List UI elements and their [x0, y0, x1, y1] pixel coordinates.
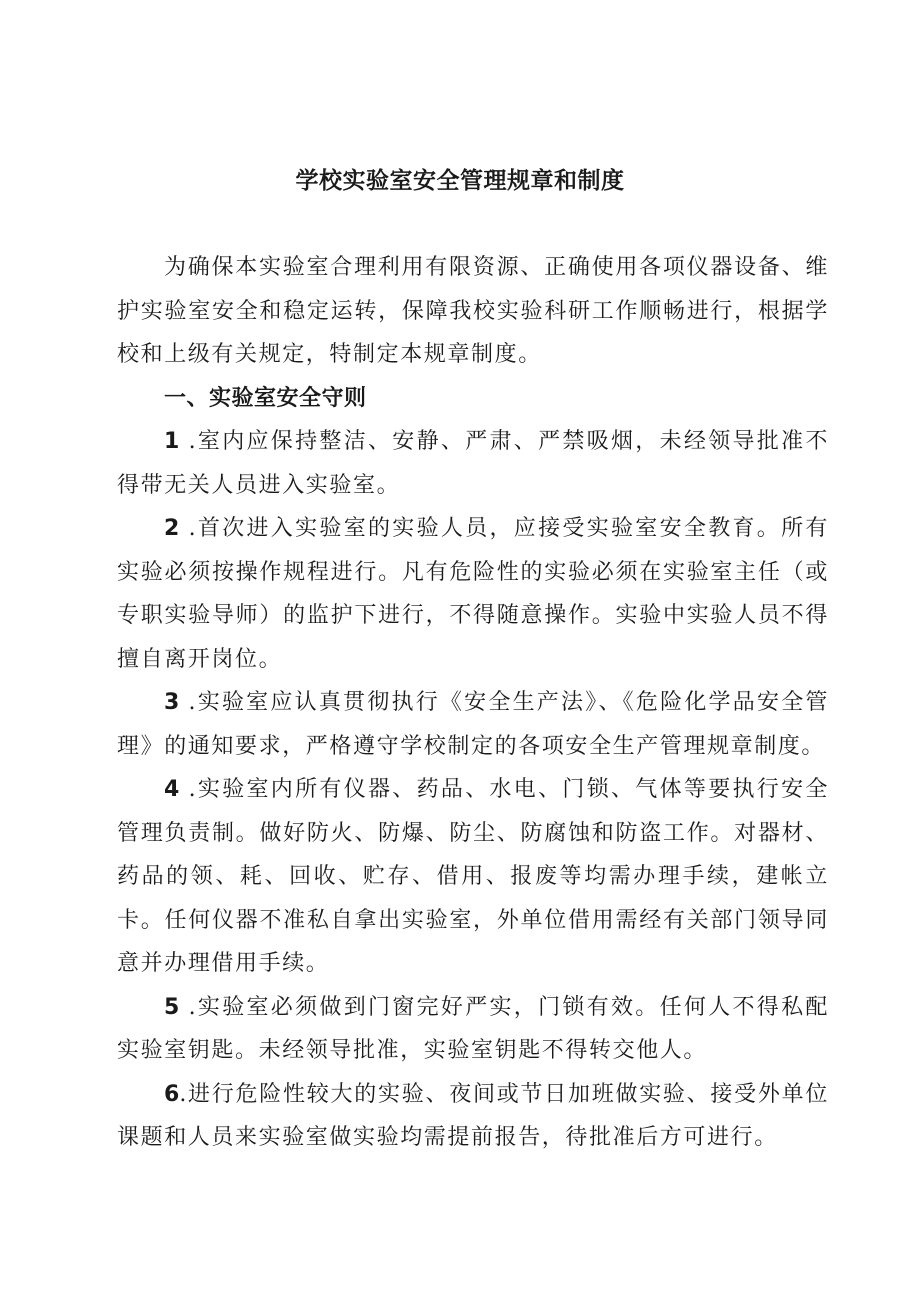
rule-number: 1 [164, 429, 180, 454]
rule-text: 实验室必须做到门窗完好严实，门锁有效。任何人不得私配实验室钥匙。未经领导批准，实验室钥匙不得转交他人。 [117, 994, 829, 1063]
rule-separator: . [179, 1081, 188, 1107]
rule-separator: . [179, 516, 198, 541]
rule-text: 首次进入实验室的实验人员，应接受实验室安全教育。所有实验必须按操作规程进行。凡有危险性的实验必须在实验室主任（或专职实验导师）的监护下进行，不得随意操作。实验中实验人员不得擅自离开岗位。 [117, 516, 829, 672]
document-title: 学校实验室安全管理规章和制度 [295, 168, 625, 194]
section-heading-safety-rules: 一、实验室安全守则 [164, 385, 367, 411]
rule-separator: . [179, 994, 198, 1020]
intro-paragraph: 为确保本实验室合理利用有限资源、正确使用各项仪器设备、维护实验室安全和稳定运转，保障我校实验科研工作顺畅进行，根据学校和上级有关规定，特制定本规章制度。 [117, 255, 829, 367]
rule-item-1 [117, 420, 829, 507]
rule-text: 进行危险性较大的实验、夜间或节日加班做实验、接受外单位课题和人员来实验室做实验均需提前报告，待批准后方可进行。 [117, 1081, 829, 1150]
rule-item-6 [117, 1073, 829, 1160]
rule-text: 室内应保持整洁、安静、严肃、严禁吸烟，未经领导批准不得带无关人员进入实验室。 [117, 429, 829, 498]
rule-item-2 [117, 507, 829, 681]
rule-separator: . [179, 777, 198, 802]
rule-text: 实验室应认真贯彻执行《安全生产法》、《危险化学品安全管理》的通知要求，严格遵守学校制定的各项安全生产管理规章制度。 [117, 690, 830, 759]
rule-number: 2 [164, 516, 180, 541]
rule-number: 4 [164, 777, 180, 802]
rule-number: 5 [164, 994, 180, 1020]
rule-separator: . [179, 690, 198, 715]
rule-item-4 [117, 768, 829, 986]
rule-text: 实验室内所有仪器、药品、水电、门锁、气体等要执行安全管理负责制。做好防火、防爆、防尘、防腐蚀和防盗工作。对器材、药品的领、耗、回收、贮存、借用、报废等均需办理手续，建帐立卡。任何仪器不准私自拿出实验室，外单位借用需经有关部门领导同意并办理借用手续。 [117, 777, 829, 976]
rule-separator: . [179, 429, 198, 454]
rule-item-3 [117, 681, 829, 768]
rule-number: 3 [164, 690, 180, 715]
document-body [117, 246, 829, 1160]
rule-item-5 [117, 986, 829, 1073]
rule-number: 6 [164, 1081, 180, 1107]
